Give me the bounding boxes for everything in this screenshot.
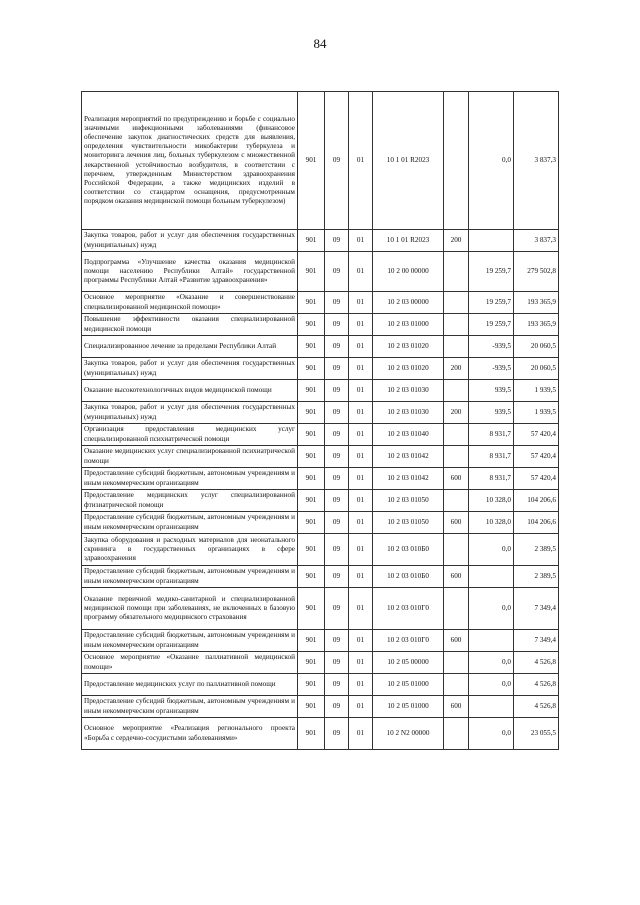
ved-code-cell: 901 [298, 630, 325, 652]
amount-change-cell: 939,5 [469, 380, 514, 402]
ved-code-cell: 901 [298, 424, 325, 446]
subsection-code-cell: 01 [349, 652, 373, 674]
amount-change-cell: 8 931,7 [469, 424, 514, 446]
amount-total-cell: 1 939,5 [514, 380, 559, 402]
amount-change-cell: 0,0 [469, 674, 514, 696]
subsection-code-cell: 01 [349, 630, 373, 652]
amount-total-cell: 57 420,4 [514, 424, 559, 446]
ved-code-cell: 901 [298, 292, 325, 314]
ved-code-cell: 901 [298, 402, 325, 424]
section-code-cell: 09 [325, 424, 349, 446]
row-name-cell: Закупка товаров, работ и услуг для обеспечения государственных (муниципальных) нужд [82, 358, 298, 380]
amount-change-cell: 0,0 [469, 588, 514, 630]
amount-total-cell: 4 526,8 [514, 674, 559, 696]
amount-total-cell: 23 055,5 [514, 718, 559, 750]
amount-total-cell: 193 365,9 [514, 314, 559, 336]
table-row [82, 718, 559, 750]
subsection-code-cell: 01 [349, 512, 373, 534]
subsection-code-cell: 01 [349, 230, 373, 252]
row-name-cell: Реализация мероприятий по предупреждению и борьбе с социально значимыми инфекционными заболеваниями (финансовое обеспечение закупок диагностических средств для выявления, определения чувствительности микобактерии туберкулеза и мониторинга лечения лиц, больных туберкулезом с множественной лекарственной устойчивостью возбудителя, в соответствии с перечнем, утвержденным Министерством здравоохранения Российской Федерации, а также медицинских изделий в соответствии со стандартом оснащения, предусмотренным порядком оказания медицинской помощи больным туберкулезом) [82, 92, 298, 230]
amount-change-cell: 0,0 [469, 718, 514, 750]
amount-change-cell: -939,5 [469, 358, 514, 380]
amount-total-cell: 3 837,3 [514, 230, 559, 252]
section-code-cell: 09 [325, 380, 349, 402]
table-row [82, 292, 559, 314]
section-code-cell: 09 [325, 512, 349, 534]
row-name-cell: Предоставление субсидий бюджетным, автономным учреждениям и иным некоммерческим организациям [82, 566, 298, 588]
expense-type-cell [444, 490, 469, 512]
ved-code-cell: 901 [298, 674, 325, 696]
amount-change-cell: -939,5 [469, 336, 514, 358]
target-article-cell: 10 1 01 R2023 [373, 92, 444, 230]
target-article-cell: 10 2 03 01020 [373, 358, 444, 380]
row-name-cell: Основное мероприятие «Реализация регионального проекта «Борьба с сердечно-сосудистыми заболеваниями» [82, 718, 298, 750]
row-name-cell: Оказание первичной медико-санитарной и специализированной медицинской помощи при заболеваниях, не включенных в базовую программу обязательного медицинского страхования [82, 588, 298, 630]
ved-code-cell: 901 [298, 588, 325, 630]
subsection-code-cell: 01 [349, 292, 373, 314]
section-code-cell: 09 [325, 92, 349, 230]
amount-change-cell [469, 696, 514, 718]
target-article-cell: 10 2 05 00000 [373, 652, 444, 674]
table-row [82, 358, 559, 380]
amount-total-cell: 3 837,3 [514, 92, 559, 230]
amount-change-cell: 8 931,7 [469, 468, 514, 490]
ved-code-cell: 901 [298, 252, 325, 292]
row-name-cell: Предоставление субсидий бюджетным, автономным учреждениям и иным некоммерческим организациям [82, 696, 298, 718]
section-code-cell: 09 [325, 230, 349, 252]
expense-type-cell: 600 [444, 566, 469, 588]
target-article-cell: 10 2 03 00000 [373, 292, 444, 314]
amount-total-cell: 7 349,4 [514, 588, 559, 630]
section-code-cell: 09 [325, 588, 349, 630]
ved-code-cell: 901 [298, 468, 325, 490]
amount-change-cell: 19 259,7 [469, 292, 514, 314]
ved-code-cell: 901 [298, 696, 325, 718]
row-name-cell: Предоставление субсидий бюджетным, автономным учреждениям и иным некоммерческим организациям [82, 468, 298, 490]
expense-type-cell [444, 534, 469, 566]
amount-total-cell: 104 206,6 [514, 490, 559, 512]
target-article-cell: 10 2 03 01042 [373, 468, 444, 490]
target-article-cell: 10 2 03 010Б0 [373, 534, 444, 566]
amount-change-cell: 0,0 [469, 92, 514, 230]
amount-change-cell: 8 931,7 [469, 446, 514, 468]
section-code-cell: 09 [325, 630, 349, 652]
section-code-cell: 09 [325, 252, 349, 292]
table-row [82, 402, 559, 424]
section-code-cell: 09 [325, 446, 349, 468]
row-name-cell: Предоставление субсидий бюджетным, автономным учреждениям и иным некоммерческим организациям [82, 512, 298, 534]
target-article-cell: 10 2 03 01030 [373, 402, 444, 424]
expense-type-cell: 200 [444, 358, 469, 380]
row-name-cell: Подпрограмма «Улучшение качества оказания медицинской помощи населению Республики Алтай» государственной программы Республики Алтай «Развитие здравоохранения» [82, 252, 298, 292]
amount-total-cell: 2 389,5 [514, 534, 559, 566]
target-article-cell: 10 2 03 010Б0 [373, 566, 444, 588]
expense-type-cell: 600 [444, 696, 469, 718]
amount-total-cell: 57 420,4 [514, 446, 559, 468]
amount-total-cell: 104 206,6 [514, 512, 559, 534]
expense-type-cell [444, 292, 469, 314]
target-article-cell: 10 2 05 01000 [373, 674, 444, 696]
expense-type-cell: 200 [444, 230, 469, 252]
amount-total-cell: 4 526,8 [514, 652, 559, 674]
subsection-code-cell: 01 [349, 446, 373, 468]
section-code-cell: 09 [325, 718, 349, 750]
ved-code-cell: 901 [298, 230, 325, 252]
subsection-code-cell: 01 [349, 468, 373, 490]
table-row [82, 468, 559, 490]
target-article-cell: 10 2 03 010Г0 [373, 588, 444, 630]
section-code-cell: 09 [325, 358, 349, 380]
subsection-code-cell: 01 [349, 424, 373, 446]
amount-total-cell: 20 060,5 [514, 358, 559, 380]
amount-change-cell: 19 259,7 [469, 252, 514, 292]
section-code-cell: 09 [325, 490, 349, 512]
subsection-code-cell: 01 [349, 696, 373, 718]
section-code-cell: 09 [325, 696, 349, 718]
subsection-code-cell: 01 [349, 490, 373, 512]
row-name-cell: Организация предоставления медицинских услуг специализированной психиатрической помощи [82, 424, 298, 446]
table-row [82, 336, 559, 358]
target-article-cell: 10 2 00 00000 [373, 252, 444, 292]
row-name-cell: Предоставление медицинских услуг специализированной фтизиатрической помощи [82, 490, 298, 512]
table-row [82, 230, 559, 252]
amount-total-cell: 1 939,5 [514, 402, 559, 424]
row-name-cell: Предоставление субсидий бюджетным, автономным учреждениям и иным некоммерческим организациям [82, 630, 298, 652]
target-article-cell: 10 2 03 01020 [373, 336, 444, 358]
expense-type-cell: 600 [444, 512, 469, 534]
target-article-cell: 10 2 03 01040 [373, 424, 444, 446]
row-name-cell: Специализированное лечение за пределами Республики Алтай [82, 336, 298, 358]
ved-code-cell: 901 [298, 566, 325, 588]
ved-code-cell: 901 [298, 490, 325, 512]
target-article-cell: 10 2 03 01042 [373, 446, 444, 468]
subsection-code-cell: 01 [349, 252, 373, 292]
subsection-code-cell: 01 [349, 314, 373, 336]
subsection-code-cell: 01 [349, 718, 373, 750]
expense-type-cell [444, 252, 469, 292]
ved-code-cell: 901 [298, 380, 325, 402]
table-row [82, 424, 559, 446]
ved-code-cell: 901 [298, 314, 325, 336]
section-code-cell: 09 [325, 336, 349, 358]
amount-change-cell: 0,0 [469, 534, 514, 566]
expense-type-cell [444, 446, 469, 468]
subsection-code-cell: 01 [349, 336, 373, 358]
row-name-cell: Оказание медицинских услуг специализированной психиатрической помощи [82, 446, 298, 468]
row-name-cell: Повышение эффективности оказания специализированной медицинской помощи [82, 314, 298, 336]
ved-code-cell: 901 [298, 652, 325, 674]
table-row [82, 252, 559, 292]
target-article-cell: 10 2 03 010Г0 [373, 630, 444, 652]
section-code-cell: 09 [325, 468, 349, 490]
target-article-cell: 10 2 03 01000 [373, 314, 444, 336]
table-row [82, 630, 559, 652]
subsection-code-cell: 01 [349, 674, 373, 696]
row-name-cell: Основное мероприятие «Оказание паллиативной медицинской помощи» [82, 652, 298, 674]
ved-code-cell: 901 [298, 92, 325, 230]
expense-type-cell [444, 424, 469, 446]
amount-change-cell: 19 259,7 [469, 314, 514, 336]
amount-total-cell: 193 365,9 [514, 292, 559, 314]
table-row [82, 534, 559, 566]
table-body [82, 92, 559, 750]
expense-type-cell [444, 652, 469, 674]
amount-change-cell [469, 630, 514, 652]
amount-total-cell: 279 502,8 [514, 252, 559, 292]
row-name-cell: Оказание высокотехнологичных видов медицинской помощи [82, 380, 298, 402]
table-row [82, 446, 559, 468]
table-row [82, 314, 559, 336]
row-name-cell: Закупка товаров, работ и услуг для обеспечения государственных (муниципальных) нужд [82, 402, 298, 424]
table-row [82, 566, 559, 588]
table-row [82, 490, 559, 512]
row-name-cell: Закупка товаров, работ и услуг для обеспечения государственных (муниципальных) нужд [82, 230, 298, 252]
amount-change-cell: 10 328,0 [469, 512, 514, 534]
row-name-cell: Предоставление медицинских услуг по паллиативной помощи [82, 674, 298, 696]
ved-code-cell: 901 [298, 446, 325, 468]
section-code-cell: 09 [325, 402, 349, 424]
table-row [82, 512, 559, 534]
subsection-code-cell: 01 [349, 402, 373, 424]
table-row [82, 674, 559, 696]
section-code-cell: 09 [325, 292, 349, 314]
target-article-cell: 10 2 05 01000 [373, 696, 444, 718]
amount-change-cell: 10 328,0 [469, 490, 514, 512]
expense-type-cell [444, 718, 469, 750]
expense-type-cell [444, 92, 469, 230]
row-name-cell: Основное мероприятие «Оказание и совершенствование специализированной медицинской помощи» [82, 292, 298, 314]
table-row [82, 652, 559, 674]
table-row [82, 588, 559, 630]
subsection-code-cell: 01 [349, 588, 373, 630]
section-code-cell: 09 [325, 314, 349, 336]
subsection-code-cell: 01 [349, 380, 373, 402]
amount-change-cell: 939,5 [469, 402, 514, 424]
ved-code-cell: 901 [298, 534, 325, 566]
expense-type-cell [444, 674, 469, 696]
section-code-cell: 09 [325, 534, 349, 566]
amount-total-cell: 4 526,8 [514, 696, 559, 718]
budget-table [81, 91, 559, 750]
amount-change-cell [469, 230, 514, 252]
ved-code-cell: 901 [298, 718, 325, 750]
target-article-cell: 10 2 03 01030 [373, 380, 444, 402]
expense-type-cell [444, 588, 469, 630]
expense-type-cell [444, 314, 469, 336]
target-article-cell: 10 2 N2 00000 [373, 718, 444, 750]
row-name-cell: Закупка оборудования и расходных материалов для неонатального скрининга в государственных организациях в сфере здравоохранения [82, 534, 298, 566]
amount-change-cell [469, 566, 514, 588]
table-row [82, 92, 559, 230]
target-article-cell: 10 2 03 01050 [373, 512, 444, 534]
amount-total-cell: 20 060,5 [514, 336, 559, 358]
amount-change-cell: 0,0 [469, 652, 514, 674]
target-article-cell: 10 1 01 R2023 [373, 230, 444, 252]
section-code-cell: 09 [325, 566, 349, 588]
section-code-cell: 09 [325, 652, 349, 674]
expense-type-cell: 200 [444, 402, 469, 424]
table-row [82, 380, 559, 402]
expense-type-cell [444, 380, 469, 402]
subsection-code-cell: 01 [349, 358, 373, 380]
table-row [82, 696, 559, 718]
expense-type-cell [444, 336, 469, 358]
page-number: 84 [313, 36, 327, 51]
expense-type-cell: 600 [444, 630, 469, 652]
amount-total-cell: 57 420,4 [514, 468, 559, 490]
subsection-code-cell: 01 [349, 566, 373, 588]
subsection-code-cell: 01 [349, 534, 373, 566]
ved-code-cell: 901 [298, 358, 325, 380]
ved-code-cell: 901 [298, 512, 325, 534]
target-article-cell: 10 2 03 01050 [373, 490, 444, 512]
ved-code-cell: 901 [298, 336, 325, 358]
amount-total-cell: 7 349,4 [514, 630, 559, 652]
expense-type-cell: 600 [444, 468, 469, 490]
subsection-code-cell: 01 [349, 92, 373, 230]
section-code-cell: 09 [325, 674, 349, 696]
amount-total-cell: 2 389,5 [514, 566, 559, 588]
